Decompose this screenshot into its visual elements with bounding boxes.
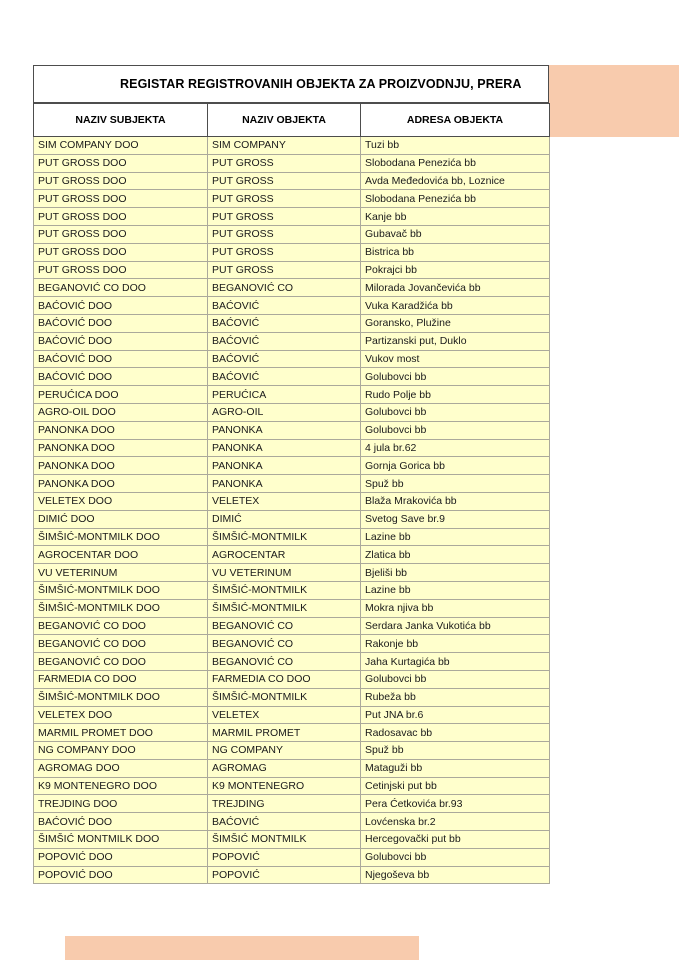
cell-adresa-objekta: Mokra njiva bb [361,599,550,617]
table-row [34,279,550,297]
cell-adresa-objekta: Goransko, Plužine [361,314,550,332]
cell-naziv-subjekta: PUT GROSS DOO [34,208,208,226]
table-header-row [34,104,550,137]
cell-naziv-subjekta: BAĆOVIĆ DOO [34,350,208,368]
cell-adresa-objekta: Cetinjski put bb [361,777,550,795]
table-row [34,439,550,457]
cell-adresa-objekta: Golubovci bb [361,670,550,688]
cell-naziv-objekta: ŠIMŠIĆ-MONTMILK [208,581,361,599]
cell-naziv-objekta: AGROCENTAR [208,546,361,564]
table-title-cell [33,65,549,103]
table-row [34,243,550,261]
cell-naziv-subjekta: FARMEDIA CO DOO [34,670,208,688]
cell-naziv-subjekta: PERUĆICA DOO [34,386,208,404]
table-row [34,510,550,528]
cell-adresa-objekta: Slobodana Penezića bb [361,190,550,208]
cell-naziv-objekta: BEGANOVIĆ CO [208,635,361,653]
cell-naziv-objekta: PUT GROSS [208,261,361,279]
table-row [34,457,550,475]
cell-naziv-objekta: ŠIMŠIĆ-MONTMILK [208,599,361,617]
cell-naziv-subjekta: AGROCENTAR DOO [34,546,208,564]
cell-adresa-objekta: Serdara Janka Vukotića bb [361,617,550,635]
cell-naziv-objekta: BAĆOVIĆ [208,813,361,831]
table-row [34,795,550,813]
cell-adresa-objekta: Svetog Save br.9 [361,510,550,528]
cell-naziv-objekta: ŠIMŠIĆ MONTMILK [208,831,361,849]
cell-naziv-objekta: VU VETERINUM [208,564,361,582]
cell-naziv-subjekta: VELETEX DOO [34,492,208,510]
cell-naziv-objekta: PUT GROSS [208,208,361,226]
table-body [34,137,550,884]
cell-adresa-objekta: Blaža Mrakovića bb [361,492,550,510]
cell-adresa-objekta: Golubovci bb [361,421,550,439]
cell-naziv-subjekta: BEGANOVIĆ CO DOO [34,635,208,653]
column-header-adresa-objekta: ADRESA OBJEKTA [361,104,550,137]
table-row [34,688,550,706]
cell-naziv-subjekta: AGROMAG DOO [34,759,208,777]
cell-adresa-objekta: Gubavač bb [361,225,550,243]
table-row [34,599,550,617]
cell-adresa-objekta: Mataguži bb [361,759,550,777]
cell-adresa-objekta: Golubovci bb [361,368,550,386]
table-row [34,706,550,724]
cell-adresa-objekta: Zlatica bb [361,546,550,564]
table-row [34,190,550,208]
table-row [34,475,550,493]
table-row [34,866,550,884]
cell-naziv-subjekta: MARMIL PROMET DOO [34,724,208,742]
cell-naziv-subjekta: ŠIMŠIĆ-MONTMILK DOO [34,581,208,599]
cell-naziv-subjekta: PUT GROSS DOO [34,261,208,279]
cell-naziv-objekta: BAĆOVIĆ [208,350,361,368]
cell-naziv-objekta: BAĆOVIĆ [208,368,361,386]
cell-naziv-objekta: MARMIL PROMET [208,724,361,742]
cell-naziv-subjekta: NG COMPANY DOO [34,742,208,760]
cell-adresa-objekta: Vukov most [361,350,550,368]
cell-naziv-subjekta: ŠIMŠIĆ-MONTMILK DOO [34,688,208,706]
cell-naziv-objekta: POPOVIĆ [208,866,361,884]
cell-naziv-objekta: VELETEX [208,706,361,724]
table-row [34,154,550,172]
cell-adresa-objekta: Tuzi bb [361,137,550,155]
cell-naziv-objekta: K9 MONTENEGRO [208,777,361,795]
cell-naziv-objekta: BAĆOVIĆ [208,332,361,350]
cell-adresa-objekta: Vuka Karadžića bb [361,297,550,315]
cell-naziv-objekta: BEGANOVIĆ CO [208,279,361,297]
top-right-fill-block [548,65,679,137]
cell-adresa-objekta: Rakonje bb [361,635,550,653]
cell-adresa-objekta: Lazine bb [361,581,550,599]
table-row [34,137,550,155]
table-row [34,403,550,421]
cell-naziv-objekta: PUT GROSS [208,190,361,208]
cell-naziv-objekta: BEGANOVIĆ CO [208,617,361,635]
cell-naziv-objekta: PANONKA [208,439,361,457]
cell-naziv-subjekta: BAĆOVIĆ DOO [34,368,208,386]
cell-adresa-objekta: Hercegovački put bb [361,831,550,849]
cell-adresa-objekta: Slobodana Penezića bb [361,154,550,172]
cell-adresa-objekta: Pokrajci bb [361,261,550,279]
cell-naziv-objekta: DIMIĆ [208,510,361,528]
cell-naziv-subjekta: POPOVIĆ DOO [34,848,208,866]
table-row [34,759,550,777]
cell-naziv-subjekta: BEGANOVIĆ CO DOO [34,279,208,297]
cell-naziv-subjekta: PUT GROSS DOO [34,154,208,172]
cell-adresa-objekta: Spuž bb [361,475,550,493]
table-title-text: REGISTAR REGISTROVANIH OBJEKTA ZA PROIZVODNJU, PRERA [120,77,522,91]
cell-adresa-objekta: Milorada Jovančevića bb [361,279,550,297]
cell-naziv-objekta: POPOVIĆ [208,848,361,866]
table-row [34,848,550,866]
cell-naziv-objekta: PUT GROSS [208,225,361,243]
cell-adresa-objekta: Avda Međedovića bb, Loznice [361,172,550,190]
cell-adresa-objekta: Rudo Polje bb [361,386,550,404]
table-row [34,297,550,315]
column-header-naziv-subjekta: NAZIV SUBJEKTA [34,104,208,137]
cell-adresa-objekta: Gornja Gorica bb [361,457,550,475]
table-row [34,208,550,226]
cell-naziv-subjekta: PUT GROSS DOO [34,225,208,243]
cell-naziv-subjekta: PUT GROSS DOO [34,190,208,208]
table-row [34,421,550,439]
table-row [34,492,550,510]
cell-naziv-objekta: ŠIMŠIĆ-MONTMILK [208,528,361,546]
cell-adresa-objekta: Bjeliši bb [361,564,550,582]
cell-naziv-objekta: PUT GROSS [208,243,361,261]
table-row [34,386,550,404]
cell-adresa-objekta: Radosavac bb [361,724,550,742]
cell-naziv-objekta: VELETEX [208,492,361,510]
cell-adresa-objekta: Rubeža bb [361,688,550,706]
cell-adresa-objekta: Lazine bb [361,528,550,546]
cell-adresa-objekta: Golubovci bb [361,848,550,866]
table-row [34,261,550,279]
table-row [34,831,550,849]
table-row [34,653,550,671]
cell-adresa-objekta: Njegoševa bb [361,866,550,884]
table-row [34,581,550,599]
cell-adresa-objekta: Golubovci bb [361,403,550,421]
cell-naziv-subjekta: DIMIĆ DOO [34,510,208,528]
cell-naziv-subjekta: AGRO-OIL DOO [34,403,208,421]
cell-adresa-objekta: Kanje bb [361,208,550,226]
cell-adresa-objekta: 4 jula br.62 [361,439,550,457]
cell-naziv-subjekta: ŠIMŠIĆ-MONTMILK DOO [34,528,208,546]
cell-naziv-subjekta: BAĆOVIĆ DOO [34,314,208,332]
cell-adresa-objekta: Partizanski put, Duklo [361,332,550,350]
table-row [34,617,550,635]
table-row [34,724,550,742]
cell-naziv-subjekta: PANONKA DOO [34,439,208,457]
bottom-fill-strip [65,936,419,960]
table-row [34,564,550,582]
table-row [34,314,550,332]
cell-naziv-subjekta: POPOVIĆ DOO [34,866,208,884]
cell-naziv-subjekta: PUT GROSS DOO [34,243,208,261]
cell-naziv-objekta: PANONKA [208,457,361,475]
cell-naziv-subjekta: VU VETERINUM [34,564,208,582]
cell-naziv-objekta: PANONKA [208,421,361,439]
table-row [34,635,550,653]
cell-naziv-subjekta: BAĆOVIĆ DOO [34,332,208,350]
cell-naziv-objekta: BAĆOVIĆ [208,314,361,332]
table-row [34,368,550,386]
cell-naziv-subjekta: PANONKA DOO [34,421,208,439]
table-row [34,172,550,190]
table-row [34,350,550,368]
cell-adresa-objekta: Bistrica bb [361,243,550,261]
cell-naziv-subjekta: BAĆOVIĆ DOO [34,297,208,315]
table-row [34,546,550,564]
cell-naziv-objekta: TREJDING [208,795,361,813]
table-row [34,670,550,688]
cell-naziv-subjekta: BAĆOVIĆ DOO [34,813,208,831]
cell-naziv-subjekta: BEGANOVIĆ CO DOO [34,617,208,635]
register-table [33,103,550,884]
register-sheet [33,65,549,884]
cell-naziv-subjekta: ŠIMŠIĆ-MONTMILK DOO [34,599,208,617]
cell-naziv-objekta: BAĆOVIĆ [208,297,361,315]
table-row [34,813,550,831]
cell-adresa-objekta: Put JNA br.6 [361,706,550,724]
cell-naziv-subjekta: PANONKA DOO [34,475,208,493]
cell-naziv-objekta: NG COMPANY [208,742,361,760]
cell-naziv-objekta: PERUĆICA [208,386,361,404]
cell-adresa-objekta: Pera Ćetkovića br.93 [361,795,550,813]
cell-adresa-objekta: Lovćenska br.2 [361,813,550,831]
table-row [34,742,550,760]
cell-naziv-objekta: ŠIMŠIĆ-MONTMILK [208,688,361,706]
cell-naziv-objekta: PUT GROSS [208,154,361,172]
cell-naziv-objekta: SIM COMPANY [208,137,361,155]
cell-naziv-objekta: PUT GROSS [208,172,361,190]
cell-naziv-subjekta: BEGANOVIĆ CO DOO [34,653,208,671]
cell-naziv-subjekta: SIM COMPANY DOO [34,137,208,155]
table-row [34,777,550,795]
cell-naziv-objekta: AGRO-OIL [208,403,361,421]
cell-naziv-subjekta: ŠIMŠIĆ MONTMILK DOO [34,831,208,849]
cell-adresa-objekta: Spuž bb [361,742,550,760]
cell-naziv-subjekta: K9 MONTENEGRO DOO [34,777,208,795]
table-row [34,225,550,243]
column-header-naziv-objekta: NAZIV OBJEKTA [208,104,361,137]
cell-naziv-objekta: FARMEDIA CO DOO [208,670,361,688]
cell-naziv-subjekta: TREJDING DOO [34,795,208,813]
cell-naziv-objekta: PANONKA [208,475,361,493]
cell-adresa-objekta: Jaha Kurtagića bb [361,653,550,671]
table-row [34,332,550,350]
cell-naziv-objekta: AGROMAG [208,759,361,777]
cell-naziv-subjekta: VELETEX DOO [34,706,208,724]
cell-naziv-subjekta: PUT GROSS DOO [34,172,208,190]
cell-naziv-objekta: BEGANOVIĆ CO [208,653,361,671]
cell-naziv-subjekta: PANONKA DOO [34,457,208,475]
table-row [34,528,550,546]
